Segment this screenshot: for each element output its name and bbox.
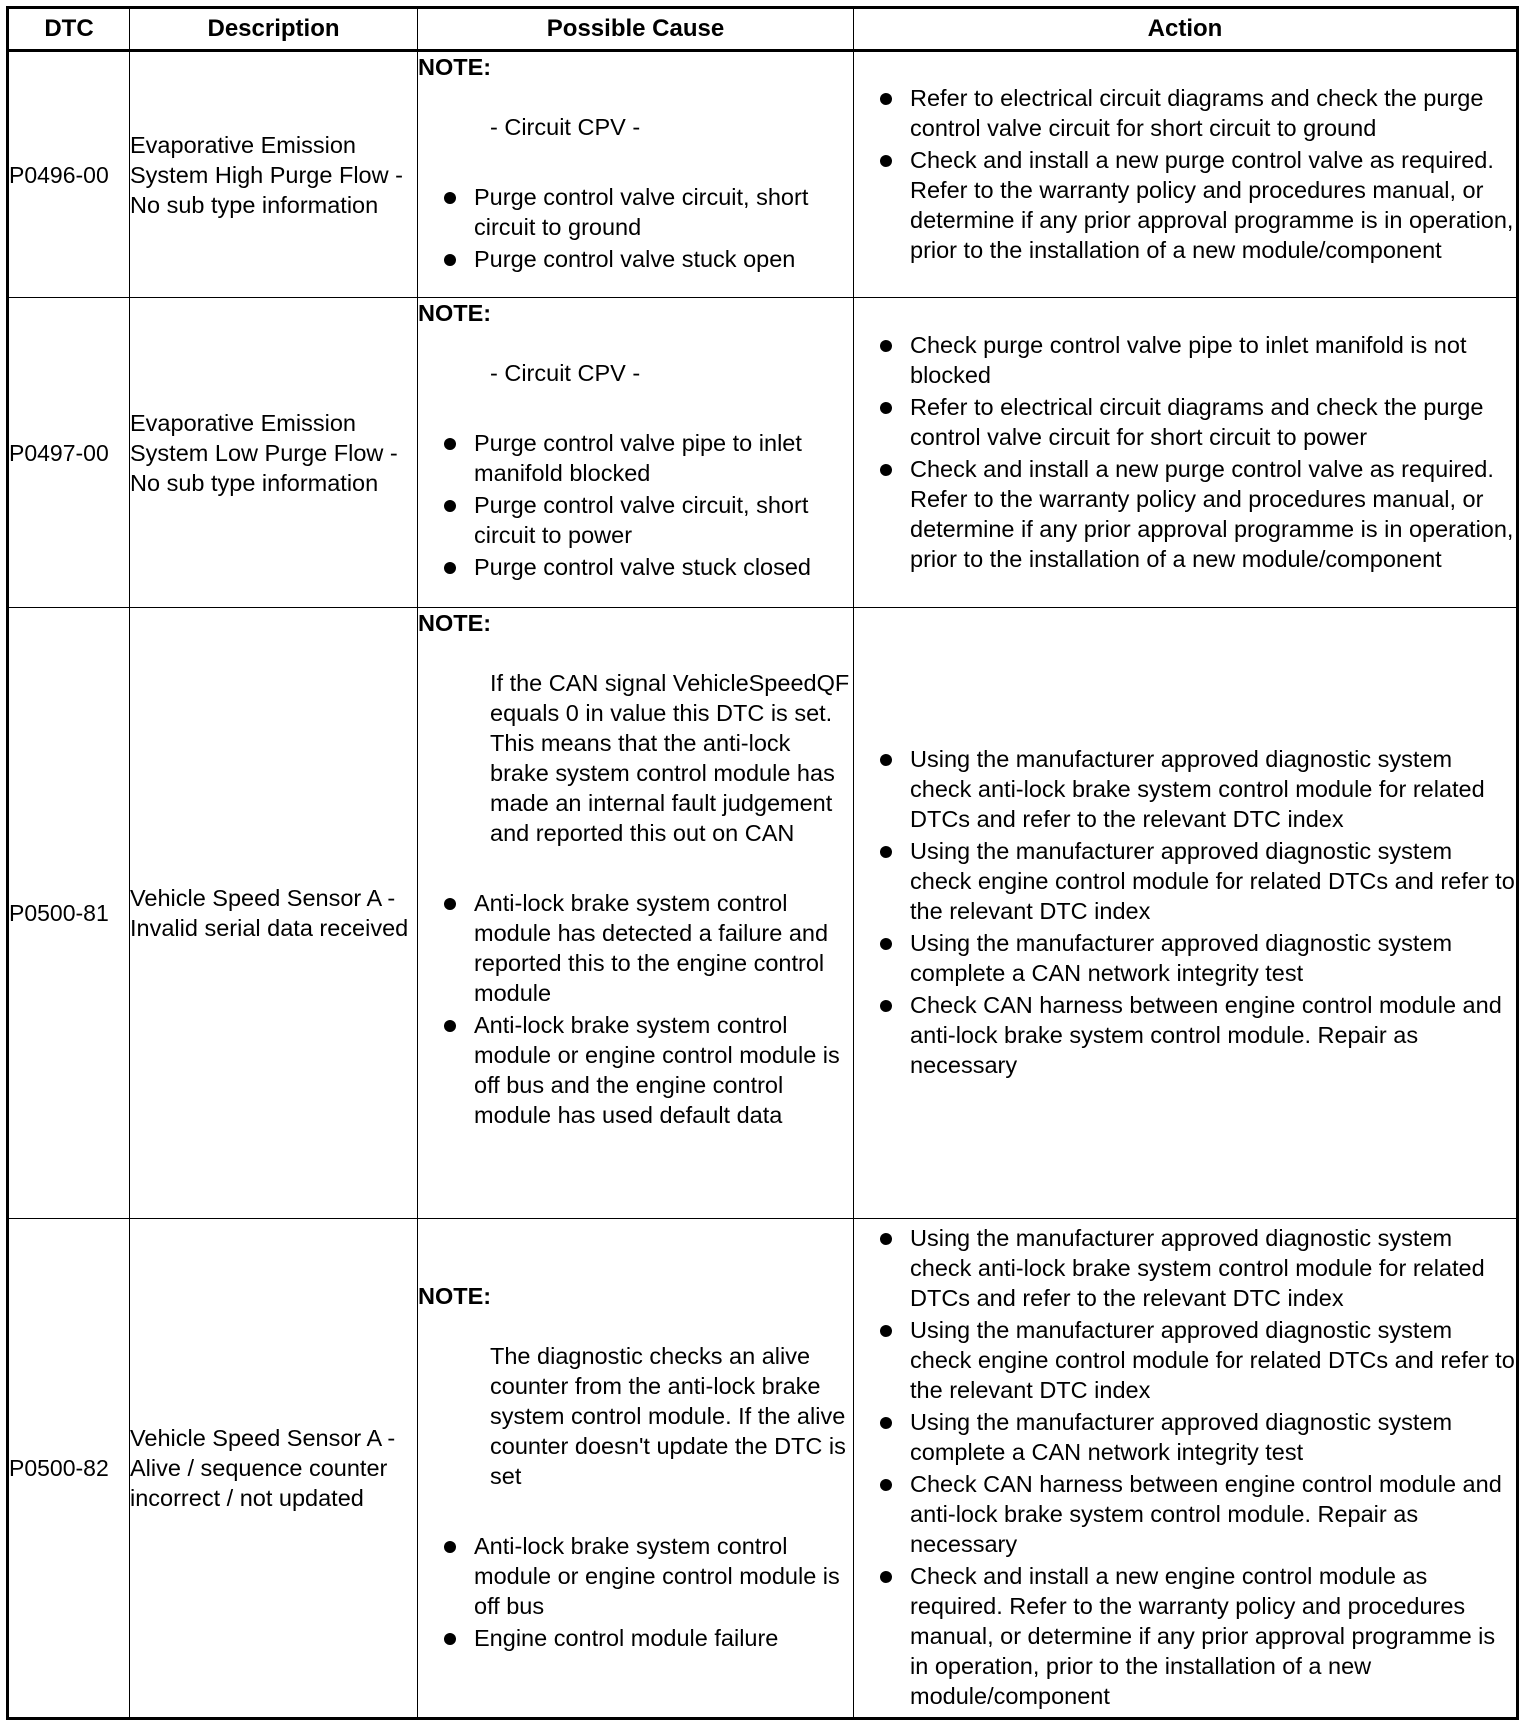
cause-list bbox=[418, 1531, 853, 1653]
list-item: Refer to electrical circuit diagrams and check the purge control valve circuit for short circuit to power bbox=[854, 392, 1516, 452]
list-item: Check CAN harness between engine control module and anti-lock brake system control module. Repair as necessary bbox=[854, 990, 1516, 1080]
note-text: If the CAN signal VehicleSpeedQF equals 0 in value this DTC is set. This means that the anti-lock brake system control module has made an internal fault judgement and reported this out on CAN bbox=[490, 670, 850, 846]
list-item: Anti-lock brake system control module has detected a failure and reported this to the engine control module bbox=[418, 888, 853, 1008]
header-dtc: DTC bbox=[8, 8, 130, 51]
note-text: The diagnostic checks an alive counter from the anti-lock brake system control module. If the alive counter doesn't update the DTC is set bbox=[490, 1343, 846, 1489]
list-item: Check and install a new engine control module as required. Refer to the warranty policy and procedures manual, or determine if any prior approval programme is in operation, prior to the installation of a new module/component bbox=[854, 1561, 1516, 1711]
note-label: NOTE: bbox=[418, 300, 492, 326]
dtc-description: Evaporative Emission System Low Purge Flow - No sub type information bbox=[130, 298, 418, 608]
dtc-table-container bbox=[6, 6, 1519, 1720]
list-item: Using the manufacturer approved diagnostic system check anti-lock brake system control module for related DTCs and refer to the relevant DTC index bbox=[854, 1223, 1516, 1313]
list-item: Check and install a new purge control valve as required. Refer to the warranty policy and procedures manual, or determine if any prior approval programme is in operation, prior to the installation of a new module/component bbox=[854, 145, 1516, 265]
list-item: Engine control module failure bbox=[418, 1623, 853, 1653]
possible-cause bbox=[418, 608, 854, 1219]
cause-list bbox=[418, 888, 853, 1130]
list-item: Purge control valve pipe to inlet manifold blocked bbox=[418, 428, 853, 488]
dtc-description: Vehicle Speed Sensor A - Invalid serial data received bbox=[130, 608, 418, 1219]
possible-cause bbox=[418, 1219, 854, 1719]
header-description: Description bbox=[130, 8, 418, 51]
list-item: Check and install a new purge control valve as required. Refer to the warranty policy and procedures manual, or determine if any prior approval programme is in operation, prior to the installation of a new module/component bbox=[854, 454, 1516, 574]
list-item: Check CAN harness between engine control module and anti-lock brake system control module. Repair as necessary bbox=[854, 1469, 1516, 1559]
table-row bbox=[8, 298, 1518, 608]
list-item: Using the manufacturer approved diagnostic system complete a CAN network integrity test bbox=[854, 928, 1516, 988]
action-list bbox=[854, 1223, 1516, 1711]
dtc-code: P0497-00 bbox=[8, 298, 130, 608]
list-item: Check purge control valve pipe to inlet manifold is not blocked bbox=[854, 330, 1516, 390]
action bbox=[854, 298, 1518, 608]
table-header-row bbox=[8, 8, 1518, 51]
action bbox=[854, 608, 1518, 1219]
dtc-code: P0500-82 bbox=[8, 1219, 130, 1719]
dtc-code: P0496-00 bbox=[8, 51, 130, 298]
table-row bbox=[8, 608, 1518, 1219]
possible-cause bbox=[418, 51, 854, 298]
list-item: Using the manufacturer approved diagnostic system check engine control module for related DTCs and refer to the relevant DTC index bbox=[854, 1315, 1516, 1405]
action-list bbox=[854, 744, 1516, 1080]
action-list bbox=[854, 83, 1516, 265]
list-item: Anti-lock brake system control module or engine control module is off bus and the engine control module has used default data bbox=[418, 1010, 853, 1130]
header-action: Action bbox=[854, 8, 1518, 51]
note-label: NOTE: bbox=[418, 1283, 492, 1309]
list-item: Purge control valve stuck closed bbox=[418, 552, 853, 582]
header-possible-cause: Possible Cause bbox=[418, 8, 854, 51]
dtc-code: P0500-81 bbox=[8, 608, 130, 1219]
table-row bbox=[8, 51, 1518, 298]
list-item: Using the manufacturer approved diagnostic system check anti-lock brake system control module for related DTCs and refer to the relevant DTC index bbox=[854, 744, 1516, 834]
list-item: Using the manufacturer approved diagnostic system check engine control module for related DTCs and refer to the relevant DTC index bbox=[854, 836, 1516, 926]
list-item: Refer to electrical circuit diagrams and check the purge control valve circuit for short circuit to ground bbox=[854, 83, 1516, 143]
note-text: - Circuit CPV - bbox=[490, 114, 641, 140]
action bbox=[854, 1219, 1518, 1719]
list-item: Using the manufacturer approved diagnostic system complete a CAN network integrity test bbox=[854, 1407, 1516, 1467]
dtc-description: Vehicle Speed Sensor A - Alive / sequence counter incorrect / not updated bbox=[130, 1219, 418, 1719]
list-item: Anti-lock brake system control module or engine control module is off bus bbox=[418, 1531, 853, 1621]
possible-cause bbox=[418, 298, 854, 608]
table-row bbox=[8, 1219, 1518, 1719]
list-item: Purge control valve circuit, short circuit to power bbox=[418, 490, 853, 550]
cause-list bbox=[418, 182, 853, 274]
note-label: NOTE: bbox=[418, 610, 492, 636]
action-list bbox=[854, 330, 1516, 574]
action bbox=[854, 51, 1518, 298]
cause-list bbox=[418, 428, 853, 582]
list-item: Purge control valve stuck open bbox=[418, 244, 853, 274]
list-item: Purge control valve circuit, short circuit to ground bbox=[418, 182, 853, 242]
dtc-description: Evaporative Emission System High Purge Flow - No sub type information bbox=[130, 51, 418, 298]
note-label: NOTE: bbox=[418, 54, 492, 80]
note-text: - Circuit CPV - bbox=[490, 360, 641, 386]
dtc-table bbox=[6, 6, 1519, 1720]
